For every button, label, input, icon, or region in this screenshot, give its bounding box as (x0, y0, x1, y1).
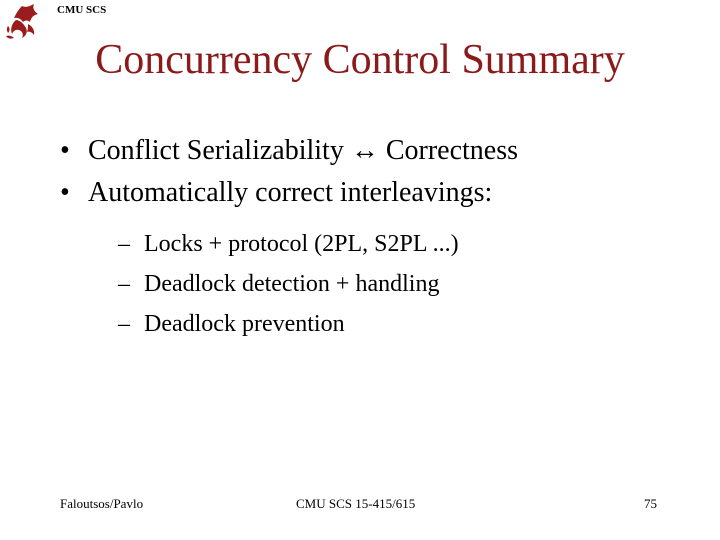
footer-course: CMU SCS 15-415/615 (296, 496, 416, 511)
subbullet-text: Deadlock detection + handling (144, 271, 440, 297)
page-number: 75 (644, 496, 657, 511)
dash-icon: – (118, 311, 130, 337)
bullet-dot-icon: • (60, 135, 70, 166)
bullet-list (60, 130, 518, 214)
bullet-item (60, 130, 518, 172)
subbullet-item (118, 264, 459, 304)
bullet-dot-icon: • (60, 177, 70, 208)
bullet-text: Automatically correct interleavings: (88, 177, 493, 208)
subbullet-item (118, 224, 459, 264)
subbullet-text: Deadlock prevention (144, 311, 345, 337)
header-label: CMU SCS (57, 4, 107, 16)
bullet-item (60, 172, 518, 214)
footer-authors: Faloutsos/Pavlo (60, 496, 144, 511)
slide-title: Concurrency Control Summary (95, 37, 625, 83)
subbullet-text: Locks + protocol (2PL, S2PL ...) (144, 231, 459, 257)
subbullet-list (118, 224, 459, 344)
bullet-text: Conflict Serializability ↔ Correctness (88, 135, 519, 166)
dash-icon: – (118, 231, 130, 257)
subbullet-item (118, 304, 459, 344)
dash-icon: – (118, 271, 130, 297)
